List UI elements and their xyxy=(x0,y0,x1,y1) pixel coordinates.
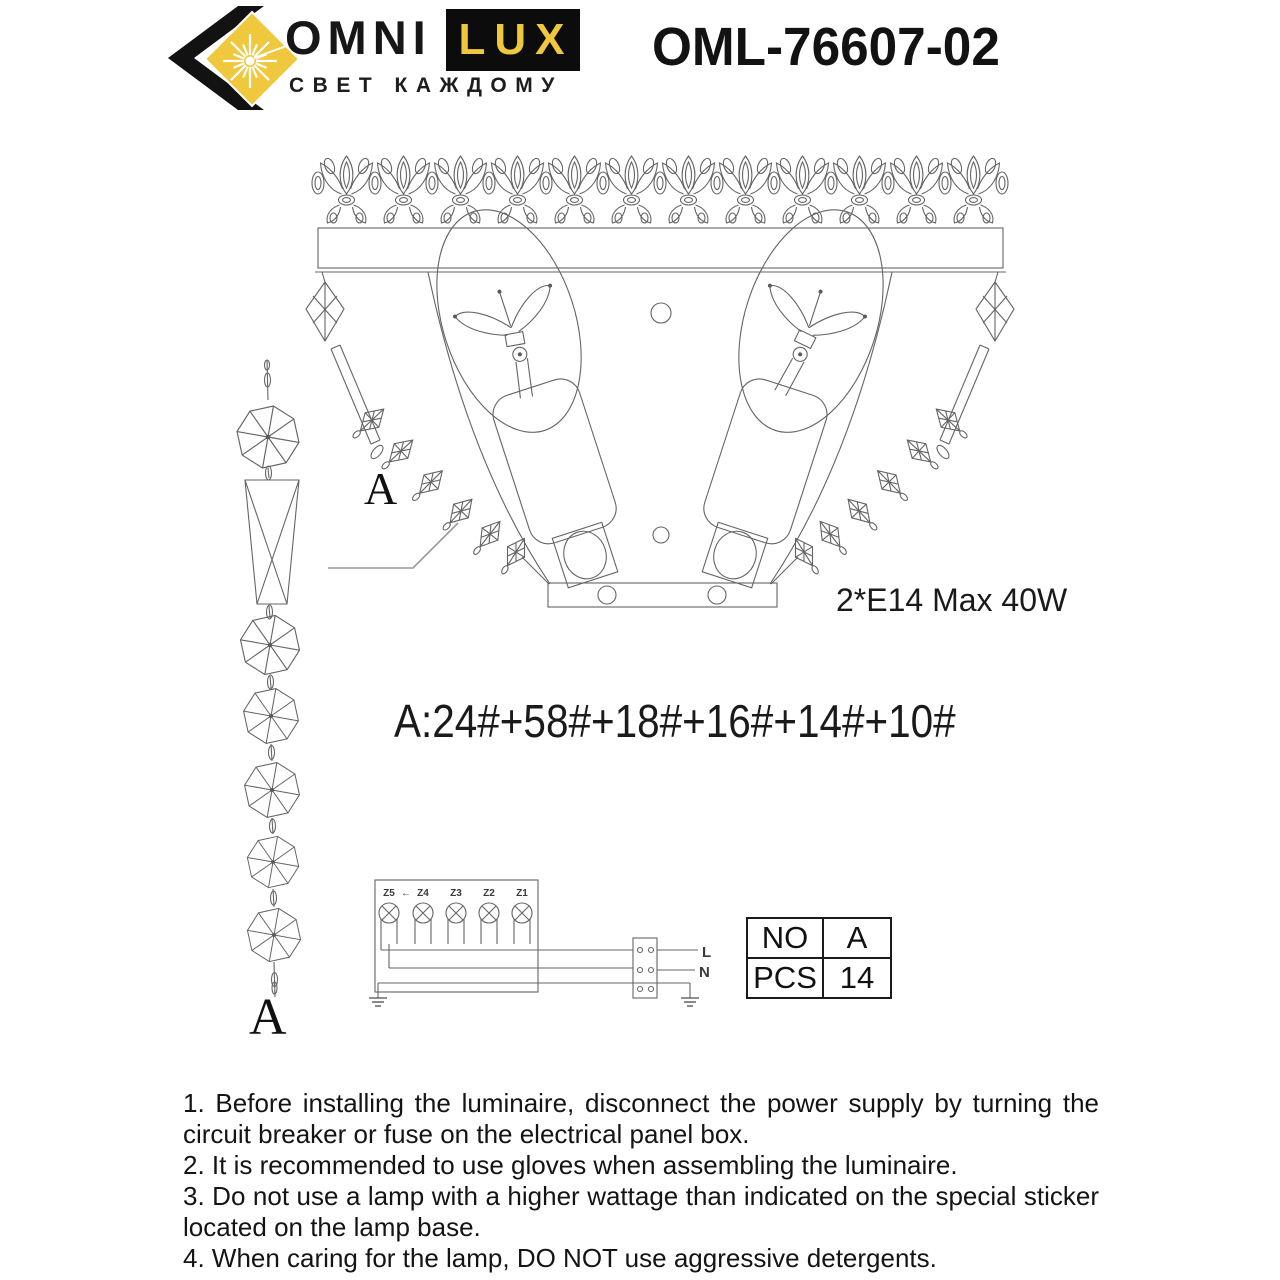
table-row xyxy=(747,918,891,958)
crystal-formula: A:24#+58#+18#+16#+14#+10# xyxy=(394,695,956,747)
instruction-item: 3. Do not use a lamp with a higher wattage than indicated on the special sticker located on the lamp base. xyxy=(183,1181,1099,1242)
safety-instructions xyxy=(183,1088,1099,1274)
instruction-item: 4. When caring for the lamp, DO NOT use aggressive detergents. xyxy=(183,1243,937,1273)
right-bulb-socket xyxy=(664,191,909,600)
wiring-lamp-label: Z2 xyxy=(483,888,495,899)
ground-symbol-left xyxy=(369,983,387,1006)
lamp-spec: 2*E14 Max 40W xyxy=(836,582,1068,618)
wiring-lamp-label: Z4 xyxy=(417,888,429,899)
table-cell-pcs-value: 14 xyxy=(823,958,891,998)
chain-callout-label: A xyxy=(249,989,287,1046)
live-wire-label: L xyxy=(702,944,712,961)
brand-logo-icon xyxy=(168,6,299,110)
wiring-arrow: ← xyxy=(401,888,411,899)
callout-leader-line xyxy=(328,523,458,568)
instruction-item: 2. It is recommended to use gloves when assembling the luminaire. xyxy=(183,1150,958,1180)
ground-symbol-right xyxy=(681,983,699,1006)
crown-ornament-band xyxy=(312,156,1008,272)
side-crystal-strings xyxy=(306,272,1014,579)
brand-name-secondary-box xyxy=(446,9,580,71)
table-row xyxy=(747,958,891,998)
wiring-lamp-label: Z3 xyxy=(450,888,462,899)
wiring-lamp-label: Z5 xyxy=(383,888,395,899)
brand-tagline: СВЕТ КАЖДОМУ xyxy=(289,74,563,97)
wiring-lamp-label: Z1 xyxy=(516,888,528,899)
left-bulb-socket xyxy=(411,191,656,600)
table-cell-no-label: NO xyxy=(747,918,823,958)
parts-count-table xyxy=(746,917,892,999)
table-cell-pcs-label: PCS xyxy=(747,958,823,998)
table-cell-no-value: A xyxy=(823,918,891,958)
wiring-diagram xyxy=(369,880,711,1006)
model-number: OML-76607-02 xyxy=(652,17,1000,77)
detail-callout-label: A xyxy=(364,463,398,514)
crystal-chain-detail xyxy=(237,360,301,997)
instruction-item: 1. Before installing the luminaire, disconnect the power supply by turning the circuit breaker or fuse on the electrical panel box. xyxy=(183,1088,1099,1149)
brand-name-primary: OMNI xyxy=(285,11,432,64)
mounting-plate xyxy=(548,583,777,607)
mounting-hole xyxy=(651,303,671,323)
neutral-wire-label: N xyxy=(699,964,710,981)
brand-name-secondary: LUX xyxy=(458,15,574,64)
